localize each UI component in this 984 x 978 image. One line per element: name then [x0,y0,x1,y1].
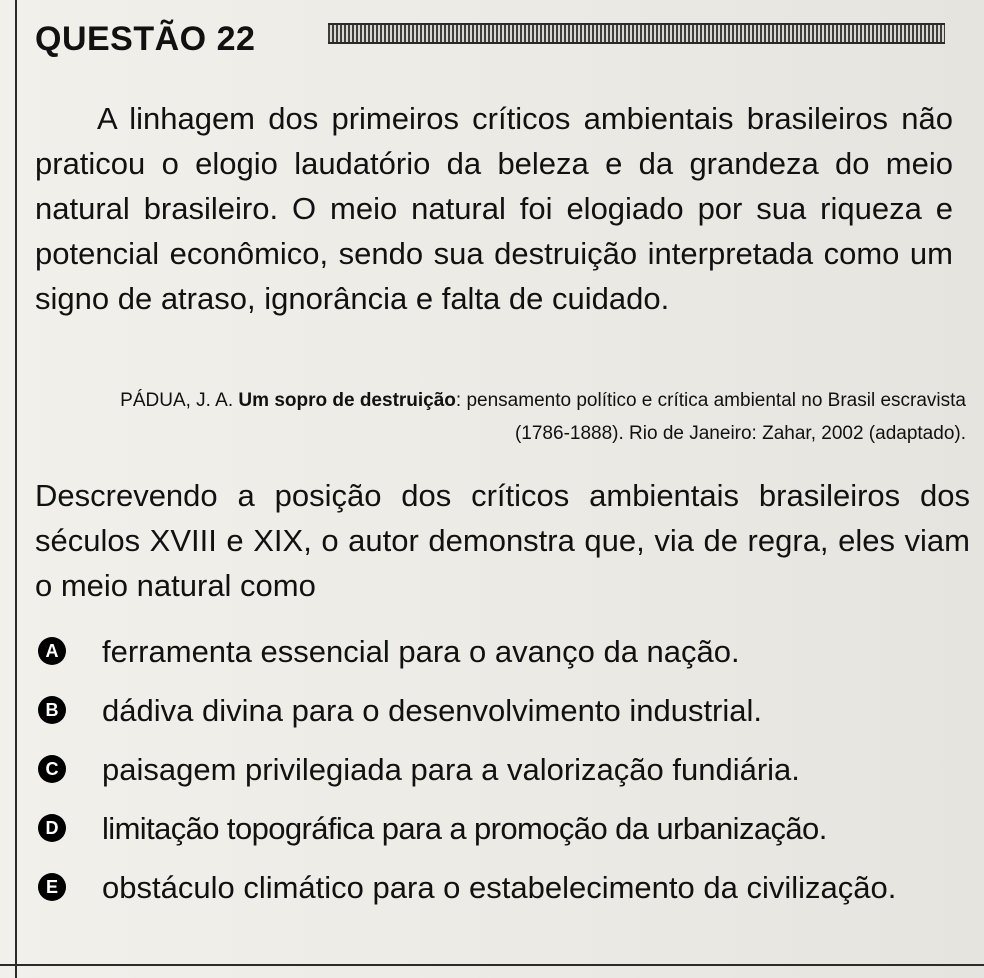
option-letter-e-icon: E [38,873,66,901]
decorative-header-bar [328,23,945,44]
option-letter-c-icon: C [38,755,66,783]
answer-option-a[interactable] [35,629,980,674]
answer-options [35,629,980,924]
option-text-e: obstáculo climático para o estabelecimento da civilização. [102,870,897,905]
option-text-c: paisagem privilegiada para a valorização fundiária. [102,752,800,787]
option-letter-d-icon: D [38,814,66,842]
citation-book-title: Um sopro de destruição [238,390,456,411]
question-header [35,18,955,66]
question-title: QUESTÃO 22 [35,20,256,58]
passage-text: A linhagem dos primeiros críticos ambientais brasileiros não praticou o elogio laudatório da beleza e da grandeza do meio natural brasileiro. O meio natural foi elogiado por sua riqueza e potencial econômico, sendo sua destruição interpretada como um signo de atraso, ignorância e falta de cuidado. [35,101,953,316]
question-stem: Descrevendo a posição dos críticos ambientais brasileiros dos séculos XVIII e XIX, o autor demonstra que, via de regra, eles viam o meio natural como [35,478,970,603]
option-letter-a-icon: A [38,637,66,665]
answer-option-b[interactable] [35,688,980,733]
answer-option-e[interactable] [35,865,980,910]
option-letter-b-icon: B [38,696,66,724]
left-border-rule [15,0,17,978]
source-citation [70,384,966,450]
citation-details: : pensamento político e crítica ambiental no Brasil escravista (1786-1888). Rio de Janeiro: Zahar, 2002 (adaptado). [455,390,966,444]
option-text-a: ferramenta essencial para o avanço da nação. [102,634,740,669]
answer-option-c[interactable] [35,747,980,792]
option-text-d: limitação topográfica para a promoção da urbanização. [102,811,827,846]
citation-author: PÁDUA, J. A. [120,390,239,411]
option-text-b: dádiva divina para o desenvolvimento industrial. [102,693,763,728]
answer-option-d[interactable] [35,806,980,851]
bottom-border-rule [0,964,984,966]
